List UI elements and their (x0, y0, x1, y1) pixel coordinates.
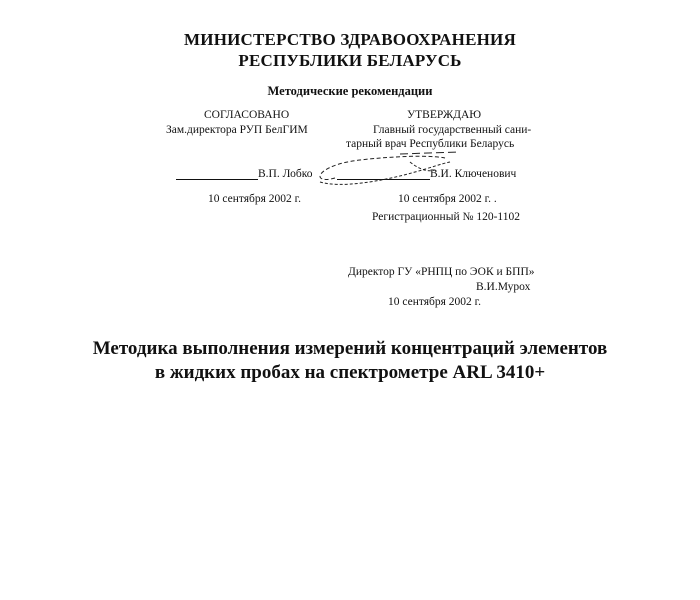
handwritten-signature (300, 140, 480, 195)
right-status-label: УТВЕРЖДАЮ (407, 109, 482, 121)
registration-number: Регистрационный № 120-1102 (372, 211, 520, 223)
ministry-title-line1: МИНИСТЕРСТВО ЗДРАВООХРАНЕНИЯ (184, 30, 516, 49)
document-type-subtitle: Методические рекомендации (267, 84, 433, 98)
director-name: В.И.Мурох (476, 281, 531, 293)
ministry-title-line2: РЕСПУБЛИКИ БЕЛАРУСЬ (238, 51, 462, 70)
left-signature-underline (176, 167, 258, 180)
left-signatory-name: В.П. Лобко (258, 168, 313, 180)
right-signatory-name: В.И. Ключенович (430, 168, 517, 180)
left-status-label: СОГЛАСОВАНО (204, 109, 290, 121)
right-position-line1: Главный государственный сани- (373, 124, 532, 136)
director-position: Директор ГУ «РНПЦ по ЭОК и БПП» (348, 266, 535, 278)
left-date: 10 сентября 2002 г. (208, 193, 301, 205)
main-title-line2: в жидких пробах на спектрометре ARL 3410+ (154, 362, 546, 383)
director-date: 10 сентября 2002 г. (388, 296, 481, 308)
main-title-line1: Методика выполнения измерений концентраций элементов (92, 338, 608, 359)
left-signatory-position: Зам.директора РУП БелГИМ (166, 124, 308, 136)
right-position-line2: тарный врач Республики Беларусь (346, 138, 515, 150)
right-date: 10 сентября 2002 г. . (398, 193, 497, 205)
left-signature-line (176, 167, 312, 180)
